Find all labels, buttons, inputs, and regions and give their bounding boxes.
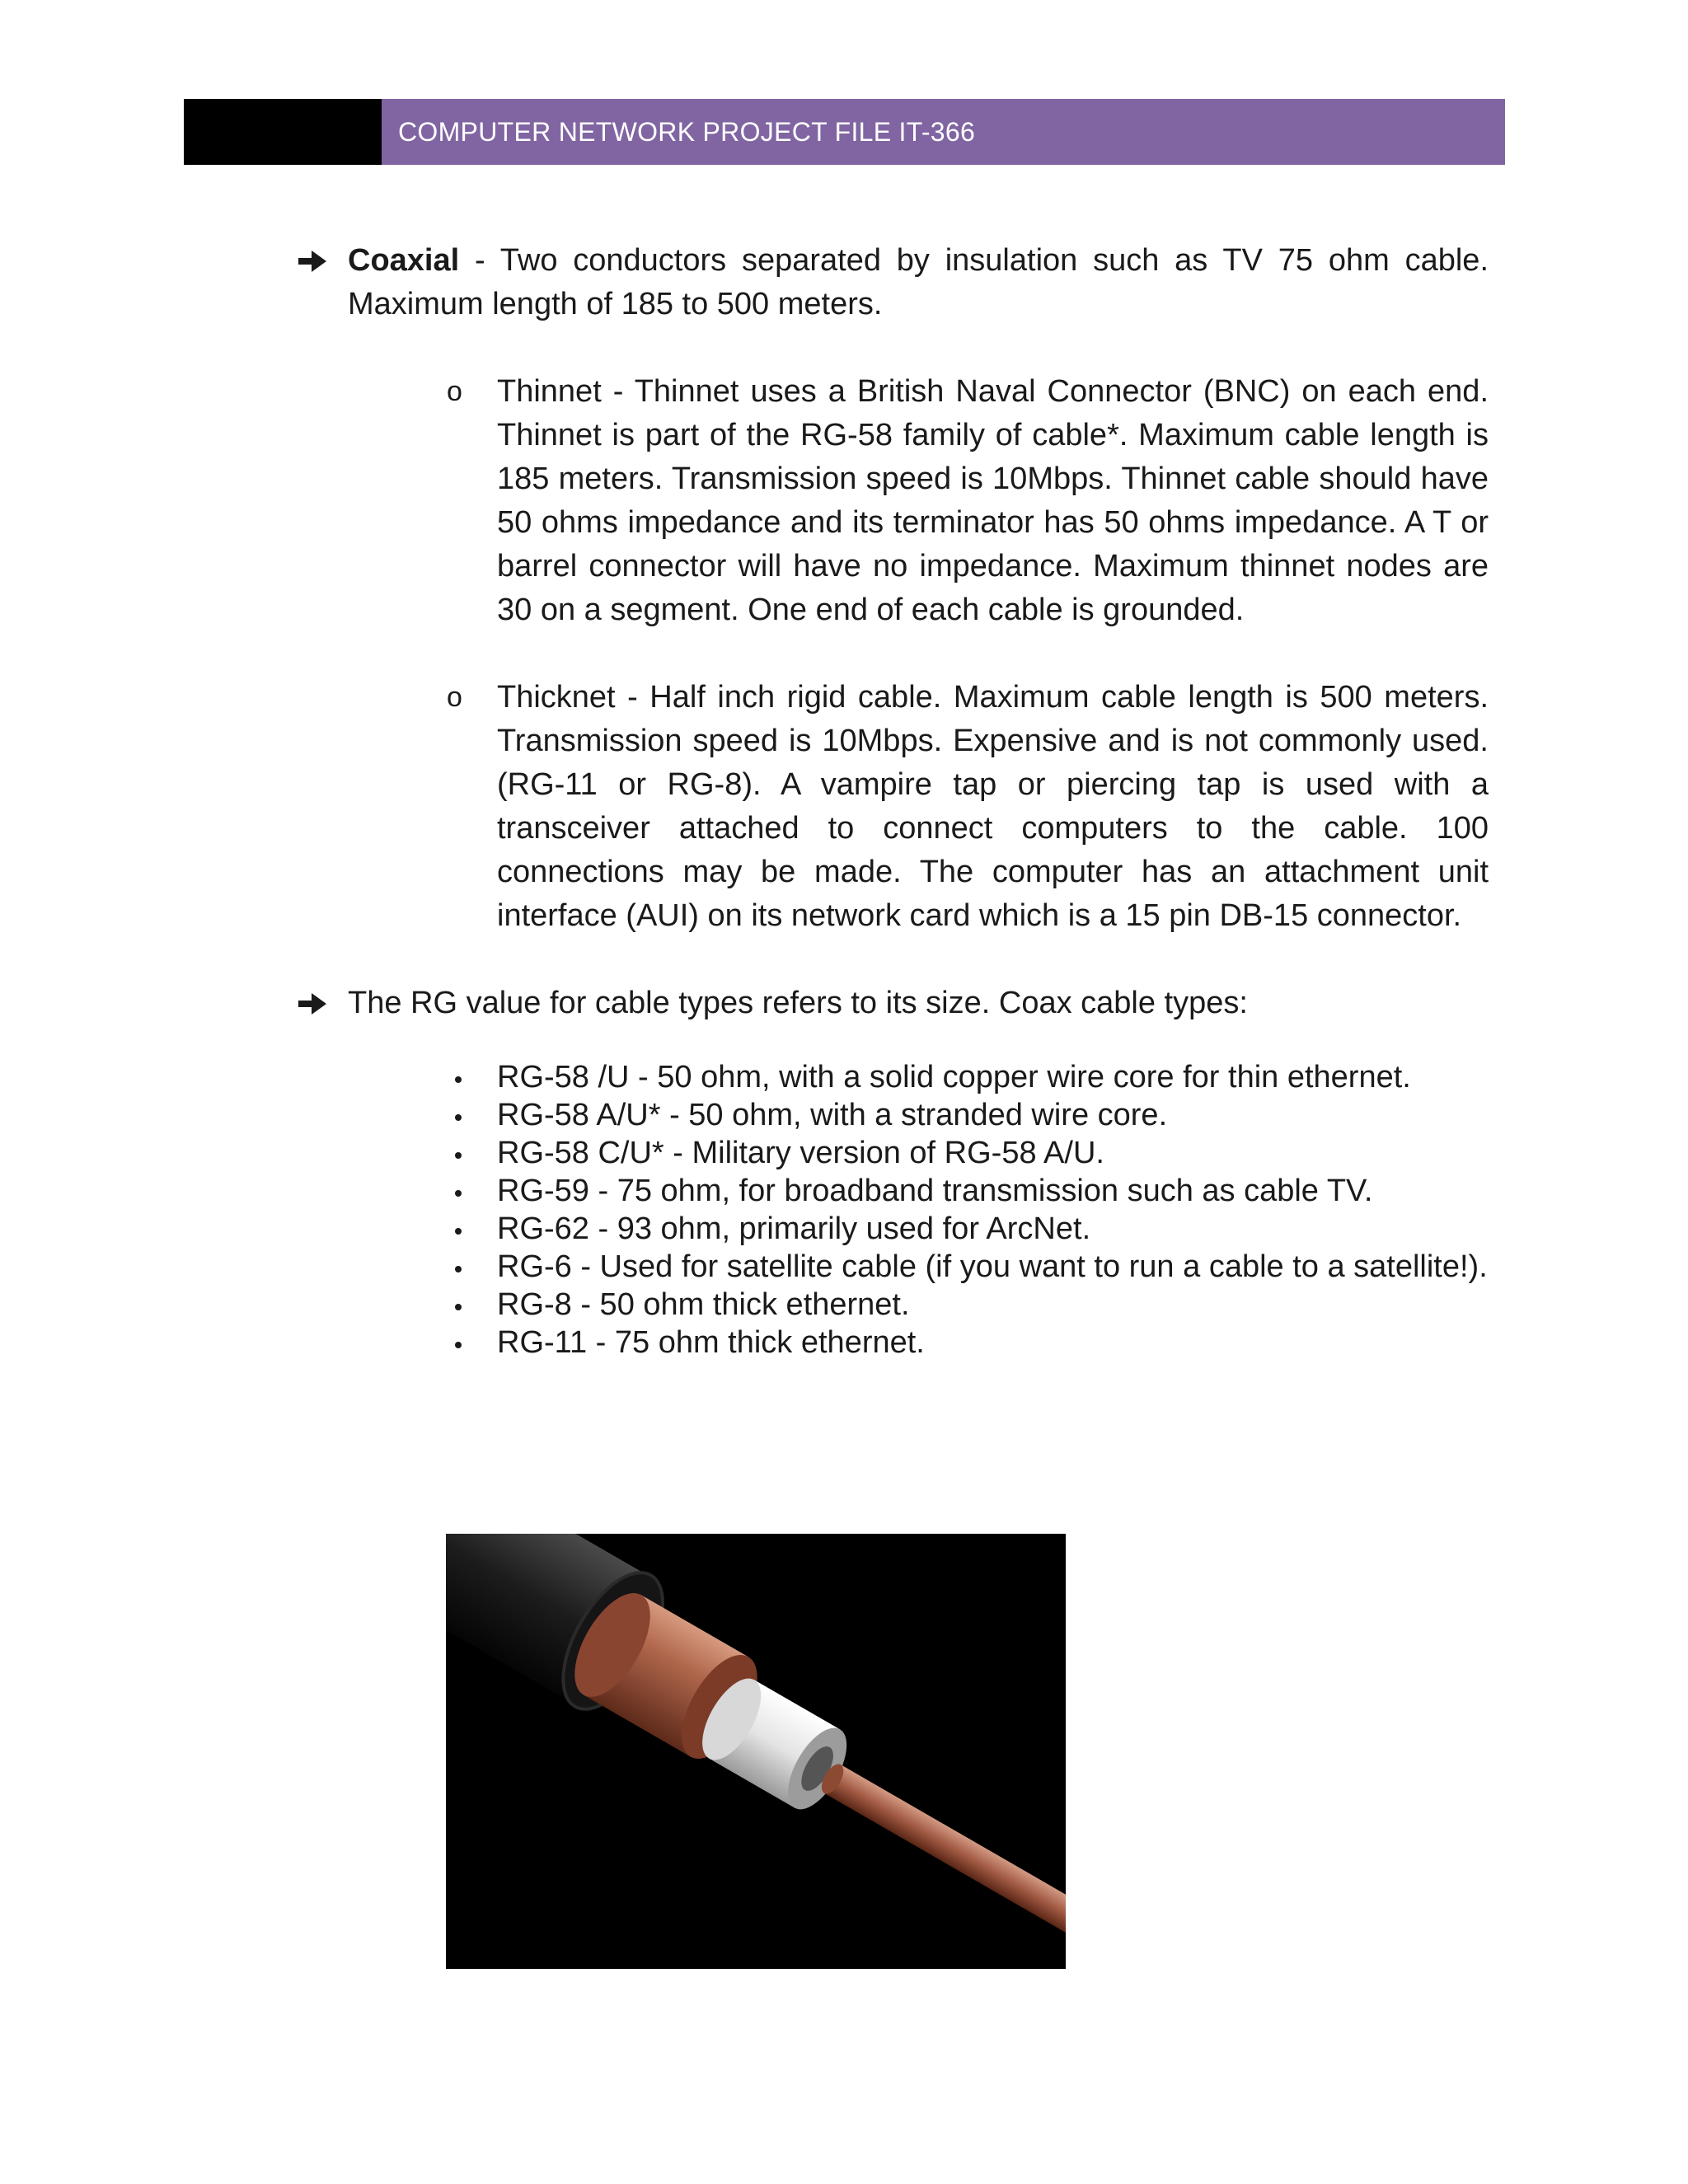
bullet-icon <box>447 1134 497 1172</box>
circle-bullet: o <box>447 376 462 407</box>
rg-intro-text: The RG value for cable types refers to its size. Coax cable types: <box>348 986 1248 1020</box>
list-item: RG-59 - 75 ohm, for broadband transmission such as cable TV. <box>447 1172 1489 1210</box>
thinnet-text: Thinnet - Thinnet uses a British Naval Connector (BNC) on each end. Thinnet is part of the RG-58 family of cable*. Maximum cable length is 185 meters. Transmission speed is 10Mbps. Thinnet cable should have 50 ohms impedance and its terminator has 50 ohms impedance. A T or barrel connector will have no impedance. Maximum thinnet nodes are 30 on a segment. One end of each cable is grounded. <box>497 374 1489 627</box>
list-item: RG-11 - 75 ohm thick ethernet. <box>447 1324 1489 1361</box>
bullet-icon <box>447 1248 497 1286</box>
coaxial-description: - Two conductors separated by insulation such as TV 75 ohm cable. Maximum length of 185 to 500 meters. <box>348 243 1489 321</box>
coaxial-term: Coaxial <box>348 243 460 278</box>
arrow-right-icon <box>298 239 348 326</box>
rg-intro-item <box>298 982 1489 1025</box>
list-item-thicknet <box>447 676 1489 938</box>
list-item: RG-6 - Used for satellite cable (if you want to run a cable to a satellite!). <box>447 1248 1489 1286</box>
list-item: RG-58 /U - 50 ohm, with a solid copper wire core for thin ethernet. <box>447 1058 1489 1096</box>
bullet-icon <box>447 1210 497 1248</box>
coaxial-cable-image <box>446 1534 1066 1969</box>
rg-types-list <box>447 1058 1489 1361</box>
arrow-right-icon <box>298 982 348 1025</box>
bullet-icon <box>447 1096 497 1134</box>
thicknet-text: Thicknet - Half inch rigid cable. Maximum cable length is 500 meters. Transmission speed is 10Mbps. Expensive and is not commonly used. (RG-11 or RG-8). A vampire tap or piercing tap is used with a transceiver attached to connect computers to the cable. 100 connections may be made. The computer has an attachment unit interface (AUI) on its network card which is a 15 pin DB-15 connector. <box>497 680 1489 933</box>
coaxial-subtypes-list <box>447 370 1489 938</box>
bullet-icon <box>447 1324 497 1361</box>
bullet-icon <box>447 1172 497 1210</box>
list-item: RG-62 - 93 ohm, primarily used for ArcNet. <box>447 1210 1489 1248</box>
circle-bullet: o <box>447 682 462 713</box>
bullet-icon <box>447 1058 497 1096</box>
list-item-thinnet <box>447 370 1489 632</box>
list-item: RG-8 - 50 ohm thick ethernet. <box>447 1286 1489 1324</box>
bullet-icon <box>447 1286 497 1324</box>
page-content <box>298 239 1489 1361</box>
coaxial-item <box>298 239 1489 326</box>
list-item: RG-58 C/U* - Military version of RG-58 A/U. <box>447 1134 1489 1172</box>
list-item: RG-58 A/U* - 50 ohm, with a stranded wire core. <box>447 1096 1489 1134</box>
page-header <box>184 99 1505 165</box>
header-title: COMPUTER NETWORK PROJECT FILE IT-366 <box>382 99 1505 165</box>
header-black-block <box>184 99 382 165</box>
